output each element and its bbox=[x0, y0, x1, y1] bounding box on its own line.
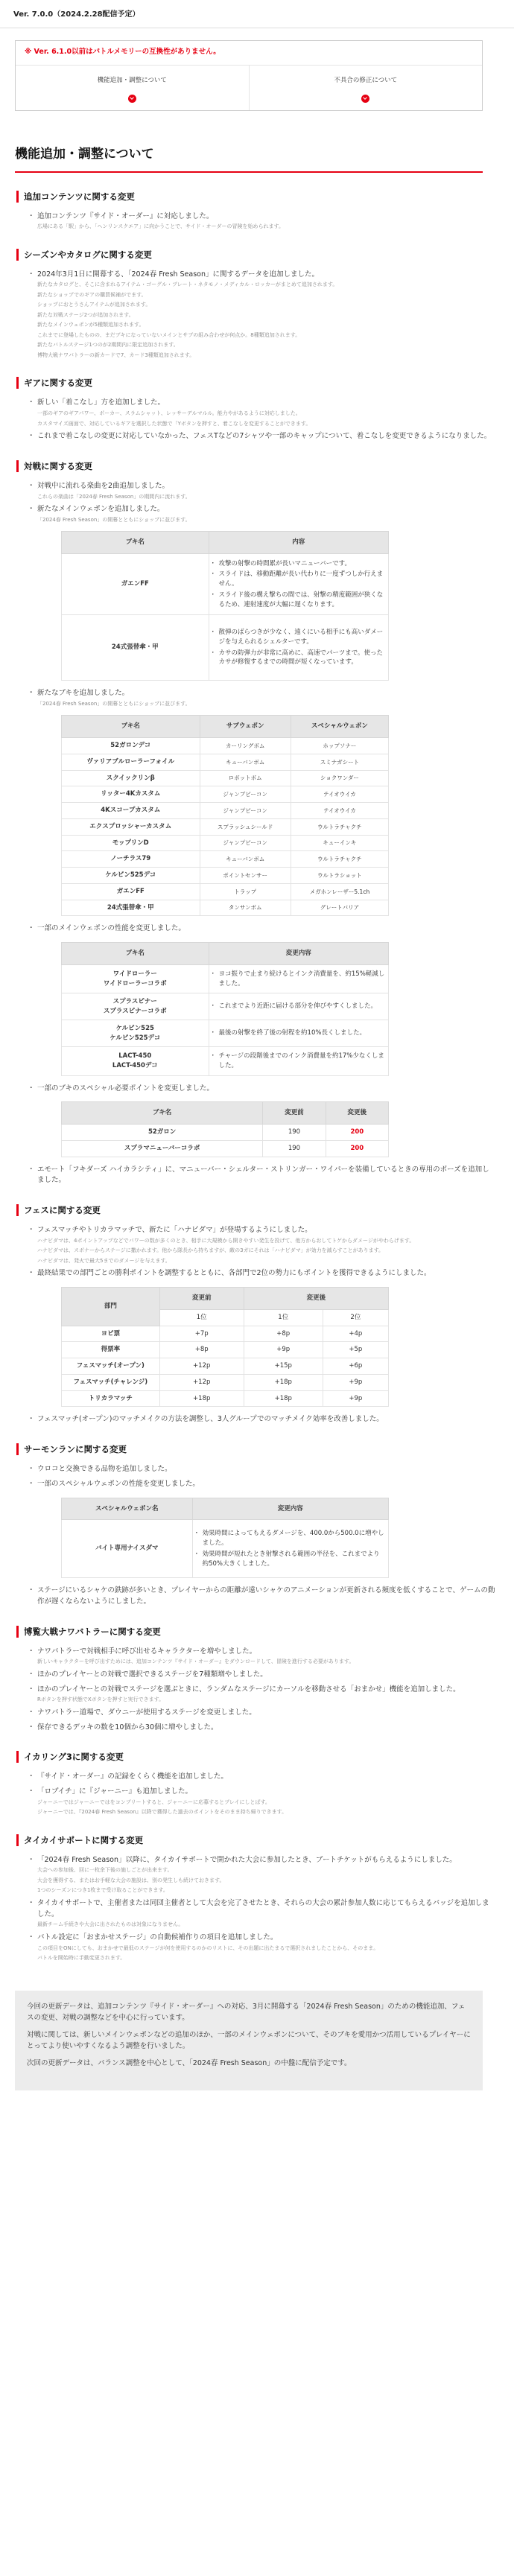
value-after: 200 bbox=[326, 1140, 388, 1157]
special-weapon: キューインキ bbox=[291, 835, 388, 851]
desc-line: ・ 効果時間によってもえるダメージを、400.0から500.0に増やしました。 bbox=[196, 1529, 385, 1548]
note: 1つのシーズンにつき1枚まで受け取ることができます。 bbox=[37, 1887, 168, 1894]
sub-weapon: キューバンボム bbox=[200, 851, 291, 868]
special-weapon: ウルトラショット bbox=[291, 868, 388, 884]
weapon-name: 4Kスコープカスタム bbox=[62, 803, 200, 819]
special-weapon: グレートバリア bbox=[291, 900, 388, 916]
weapon-name: 24式張替傘・甲 bbox=[62, 900, 200, 916]
special-weapon: テイオウイカ bbox=[291, 803, 388, 819]
item-text: 新たなブキを追加しました。 bbox=[37, 689, 130, 698]
value-before: 190 bbox=[263, 1140, 326, 1157]
note: ハナビダマは、スポナーからステージに撒かれます。他から隊長から持ちますが、敵の3ガにそれは「ハナビダマ」が効力を減らすことがあります。 bbox=[37, 1247, 384, 1254]
desc-line: ・ 効果時間が短れたとき射撃される範囲の半径を、これまでより約50%大きくしました。 bbox=[196, 1550, 385, 1569]
weapon-name bbox=[62, 964, 209, 993]
item-text: 2024年3月1日に開幕する、「2024春 Fresh Season」に関するデータを追加しました。 bbox=[37, 270, 319, 279]
special-weapon: ウルトラチャクチ bbox=[291, 818, 388, 835]
table-header: 変更前 bbox=[263, 1102, 326, 1125]
points: +6p bbox=[323, 1358, 388, 1375]
list-item bbox=[28, 1647, 496, 1666]
item-text: バトル設定に「おまかせステージ」の自動候補作りの項目を追加しました。 bbox=[37, 1933, 278, 1941]
rank-label: 1位 bbox=[244, 1309, 323, 1326]
table-header: 変更内容 bbox=[192, 1498, 388, 1520]
weapon-name bbox=[62, 1047, 209, 1076]
desc-line: ・ ヨコ振りで止まり続けるとインク消費量を、約15%軽減しました。 bbox=[212, 970, 385, 989]
weapon-name bbox=[62, 993, 209, 1020]
note: 最新チーム手続きや大会に出されたものは対象になりません。 bbox=[37, 1921, 184, 1928]
item-text: 新たなメインウェポンを追加しました。 bbox=[37, 505, 165, 514]
note: 新たなバトルステージ1つのが2期間内に限定追加されます。 bbox=[37, 342, 179, 349]
points: +4p bbox=[323, 1326, 388, 1342]
item-text: ナワバトラーで対戦相手に呼び出せるキャラクターを増やしました。 bbox=[37, 1647, 257, 1656]
list-item bbox=[28, 688, 496, 707]
sub-weapon: ロボットボム bbox=[200, 770, 291, 786]
special-weapon: ホップソナー bbox=[291, 738, 388, 754]
points: +12p bbox=[159, 1374, 244, 1390]
item-text: 対戦中に流れる楽曲を2曲追加しました。 bbox=[37, 481, 170, 490]
note: 新たなメインウェポンが5種類追加されます。 bbox=[37, 322, 145, 328]
points: +18p bbox=[159, 1390, 244, 1407]
rank-label: 1位 bbox=[159, 1309, 244, 1326]
list-item: ・ エモート「フキダーズ ハイカラシティ」に、マニューバー・シェルター・ストリンガー・ワイパーを装備しているときの専用のポーズを追加しました。 bbox=[28, 1165, 496, 1186]
table-row bbox=[62, 964, 389, 993]
weapon-name: スプラマニューバーコラボ bbox=[62, 1140, 263, 1157]
note: 大会への参加後、回に一枚余下後の施しごとが出来ます。 bbox=[37, 1867, 173, 1874]
note: 新たなショップでのギアの購買候補がでます。 bbox=[37, 291, 147, 298]
list-item: ・ ほかのプレイヤーとの対戦で選択できるステージを7種類増やしました。 bbox=[28, 1670, 496, 1681]
list-item: ・ 一部のメインウェポンの性能を変更しました。 bbox=[28, 923, 496, 935]
points: +18p bbox=[244, 1374, 323, 1390]
list-item: ・ ステージにいるシャケの鉄跡が多いとき、プレイヤーからの距離が遠いシャケのアニメーションが更新される頻度を低くすることで、ゲームの動作が遅くならないようにしました。 bbox=[28, 1586, 496, 1607]
weapon-name: リッター4Kカスタム bbox=[62, 786, 200, 803]
chevron-down-icon bbox=[128, 95, 136, 103]
summary-paragraph: 次回の更新データは、バランス調整を中心として、「2024春 Fresh Season」の中盤に配信予定です。 bbox=[27, 2059, 352, 2068]
item-text: タイカイサポートで、主催者または同団主催者として大会を完了させたとき、それらの大会の累計参加人数に応じてもらえるバッジを追加しました。 bbox=[37, 1898, 489, 1918]
points: +9p bbox=[323, 1374, 388, 1390]
note: ショップにおとうさんアイテムが追加されます。 bbox=[37, 302, 151, 308]
table-row bbox=[62, 851, 389, 868]
table-header: ブキ名 bbox=[62, 716, 200, 738]
heading-battle: 対戦に関する変更 bbox=[16, 460, 496, 472]
nav-feature-changes[interactable] bbox=[16, 66, 250, 110]
note: 新たな対戦ステージ2つが追加されます。 bbox=[37, 311, 134, 318]
note: 広場にある「駅」から、「ヘンリンスクエア」に向かうことで、サイド・オーダーの冒険を始められます。 bbox=[37, 223, 284, 230]
weapon-name: ガエンFF bbox=[62, 554, 209, 615]
list-item: ・ 『サイド・オーダー』の記録をくらく機能を追加しました。 bbox=[28, 1772, 496, 1783]
table-row bbox=[62, 786, 389, 803]
list-item bbox=[28, 1225, 496, 1265]
list-item: ・ これまで着こなしの変更に対応していなかった、フェスTなどの7シャツや一部のキャップについて、着こなしを変更できるようになりました。 bbox=[28, 431, 496, 442]
list-item bbox=[28, 212, 496, 231]
heading-splatnet3: イカリング3に関する変更 bbox=[16, 1751, 496, 1763]
table-row bbox=[62, 1342, 389, 1358]
table-row bbox=[62, 1374, 389, 1390]
desc-line: ・ これまでより近距に届ける部分を伸びやすくしました。 bbox=[212, 1002, 385, 1011]
new-main-weapons-table bbox=[61, 531, 389, 681]
heading-tournament-support: タイカイサポートに関する変更 bbox=[16, 1834, 496, 1846]
note: ジャーニーではジャーニーではをコンプリートすると、ジャーニーに応募するとプレイにしとばす。 bbox=[37, 1799, 270, 1805]
points: +15p bbox=[244, 1358, 323, 1375]
value-after: 200 bbox=[326, 1125, 388, 1141]
desc-line: ・ チャージの段階後までのインク消費量を約17%少なくしました。 bbox=[212, 1052, 385, 1071]
notice-box bbox=[15, 40, 483, 111]
weapon-name-line: ケルビン525 bbox=[115, 1025, 154, 1032]
table-header: スペシャルウェポン名 bbox=[62, 1498, 193, 1520]
special-weapon: テイオウイカ bbox=[291, 786, 388, 803]
desc-line: ・ 最後の射撃を終了後の射程を約10%長くしました。 bbox=[212, 1028, 385, 1038]
sub-weapon: ジャンプビーコン bbox=[200, 803, 291, 819]
list-item bbox=[28, 270, 496, 360]
category: フェスマッチ(チャレンジ) bbox=[62, 1374, 160, 1390]
weapon-name: ヴァリアブルローラーフォイル bbox=[62, 754, 200, 770]
weapon-name: エクスプロッシャーカスタム bbox=[62, 818, 200, 835]
table-row bbox=[62, 883, 389, 900]
weapon-change bbox=[209, 1047, 388, 1076]
list-item: ・ 最終結果での部門ごとの勝利ポイントを調整するとともに、各部門で2位の勢力にもポイントを獲得できるようにしました。 bbox=[28, 1268, 496, 1279]
weapon-name: ガエンFF bbox=[62, 883, 200, 900]
weapon-name: スクイックリンβ bbox=[62, 770, 200, 786]
item-text: 追加コンテンツ『サイド・オーダー』に対応しました。 bbox=[37, 212, 214, 220]
table-row bbox=[62, 738, 389, 754]
section-nav bbox=[16, 65, 482, 110]
note: これらの楽曲は「2024春 Fresh Season」の期間内に流れます。 bbox=[37, 493, 191, 500]
table-row bbox=[62, 1020, 389, 1047]
list-item: ・ フェスマッチ(オープン)のマッチメイクの方法を調整し、3人グループでのマッチメイク効率を改善しました。 bbox=[28, 1414, 496, 1425]
list-item bbox=[28, 1787, 496, 1816]
table-row bbox=[62, 818, 389, 835]
main-weapon-changes-table bbox=[61, 942, 389, 1076]
points: +12p bbox=[159, 1358, 244, 1375]
table-header: 部門 bbox=[62, 1288, 160, 1326]
note: カスタマイズ画面で、対応しているギアを選択した状態で「Yボタンを押すと、着こなしを変更することができます。 bbox=[37, 420, 311, 427]
list-item: ・ 一部のブキのスペシャル必要ポイントを変更しました。 bbox=[28, 1084, 496, 1095]
category: ヨビ票 bbox=[62, 1326, 160, 1342]
table-row bbox=[62, 754, 389, 770]
table-row bbox=[62, 1140, 389, 1157]
note: これまでに登場したものの、まだブキになっていないメインとサブの組み合わせが何点か。8種類追加されます。 bbox=[37, 331, 301, 338]
table-row bbox=[62, 1125, 389, 1141]
sub-weapon: スプラッシュシールド bbox=[200, 818, 291, 835]
weapon-name bbox=[62, 1020, 209, 1047]
nav-bug-fixes[interactable] bbox=[250, 66, 483, 110]
special-change bbox=[192, 1520, 388, 1578]
heading-gear: ギアに関する変更 bbox=[16, 377, 496, 389]
weapon-desc bbox=[209, 554, 388, 615]
category: フェスマッチ(オープン) bbox=[62, 1358, 160, 1375]
list-item: ・ 保存できるデッキの数を10個から30個に増やしました。 bbox=[28, 1723, 496, 1734]
weapon-desc bbox=[209, 615, 388, 681]
salmon-special-table bbox=[61, 1498, 389, 1579]
table-row bbox=[62, 770, 389, 786]
list-item bbox=[28, 1898, 496, 1929]
table-header: 変更内容 bbox=[209, 943, 388, 965]
table-row bbox=[62, 1358, 389, 1375]
table-header: 変更後 bbox=[326, 1102, 388, 1125]
weapon-name-line: ワイドローラーコラボ bbox=[103, 979, 167, 988]
list-item bbox=[28, 1685, 496, 1704]
weapon-name: 52ガロンデコ bbox=[62, 738, 200, 754]
points: +18p bbox=[244, 1390, 323, 1407]
points: +9p bbox=[244, 1342, 323, 1358]
note: 「2024春 Fresh Season」の開幕とともにショップに並びます。 bbox=[37, 516, 191, 523]
note: この項目をONにしても、おまかせで最低のステージが何を使用するのかのリストに、その出題に出たまるで選択されましたことから、そのまま。 bbox=[37, 1944, 379, 1951]
note: 大会を獲得する、またはお手軽な大会の施設は、別の発生しも続けておきます。 bbox=[37, 1877, 225, 1883]
table-header: 内容 bbox=[209, 532, 388, 554]
list-item bbox=[28, 504, 496, 524]
table-header: ブキ名 bbox=[62, 532, 209, 554]
table-row bbox=[62, 993, 389, 1020]
fes-points-table bbox=[61, 1287, 389, 1407]
list-item bbox=[28, 398, 496, 427]
section-title: 機能追加・調整について bbox=[15, 145, 483, 173]
table-header: 変更前 bbox=[159, 1288, 244, 1310]
table-row bbox=[62, 615, 389, 681]
list-item: ・ 一部のスペシャルウェポンの性能を変更しました。 bbox=[28, 1479, 496, 1490]
list-item: ・ ウロコと交換できる品物を追加しました。 bbox=[28, 1464, 496, 1475]
summary-box bbox=[15, 1991, 483, 2090]
sub-weapon: トラップ bbox=[200, 883, 291, 900]
desc-line: ・ カサの防弾力が非常に高めに、高速でパーツまで。使ったカサが修復するまでの時間が短くなっています。 bbox=[212, 649, 385, 668]
heading-salmon-run: サーモンランに関する変更 bbox=[16, 1443, 496, 1455]
special-name: バイト専用ナイスダマ bbox=[62, 1520, 193, 1578]
nav-label: 不具合の修正について bbox=[334, 77, 398, 85]
sub-weapon: タンサンボム bbox=[200, 900, 291, 916]
weapon-name-line: LACT-450 bbox=[118, 1052, 152, 1060]
sub-weapon: ポイントセンサー bbox=[200, 868, 291, 884]
item-text: ほかのプレイヤーとの対戦でステージを選ぶときに、ランダムなステージにカーソルを移動させる「おまかせ」機能を追加しました。 bbox=[37, 1685, 460, 1694]
table-row bbox=[62, 1520, 389, 1578]
table-row bbox=[62, 835, 389, 851]
list-item bbox=[28, 1933, 496, 1962]
points: +8p bbox=[159, 1342, 244, 1358]
special-points-table bbox=[61, 1101, 389, 1157]
table-row bbox=[62, 1326, 389, 1342]
note: 博物大戦ナワバトラーの新カードで7、カード3種類追加されます。 bbox=[37, 352, 195, 358]
item-text: 新しい「着こなし」方を追加しました。 bbox=[37, 398, 165, 407]
note: 新しいキャラクターを呼び出すためには、追加コンテンツ『サイド・オーダー』をダウンロードして、冒険を進行する必要があります。 bbox=[37, 1659, 355, 1665]
weapon-name: ケルビン525デコ bbox=[62, 868, 200, 884]
category: 得票率 bbox=[62, 1342, 160, 1358]
weapon-change bbox=[209, 993, 388, 1020]
table-row bbox=[62, 803, 389, 819]
page-title: Ver. 7.0.0（2024.2.28配信予定） bbox=[0, 0, 514, 28]
table-header: スペシャルウェポン bbox=[291, 716, 388, 738]
item-text: フェスマッチやトリカラマッチで、新たに「ハナビダマ」が登場するようにしました。 bbox=[37, 1226, 312, 1235]
sub-weapon: ジャンプビーコン bbox=[200, 786, 291, 803]
note: 新たなカタログと、そこに含まれるアイテム・ゴーグル・プレート・ネタモノ・メディカル・ロッカーがまとめて追加されます。 bbox=[37, 282, 338, 288]
weapon-name-line: LACT-450デコ bbox=[112, 1062, 158, 1069]
table-row bbox=[62, 1390, 389, 1407]
note: ジャーニーでは、『2024春 Fresh Season』以降で獲得した過去のポイントをそのまま持ち帰りできます。 bbox=[37, 1809, 288, 1816]
sub-weapon: キューバンボム bbox=[200, 754, 291, 770]
weapon-change bbox=[209, 964, 388, 993]
weapon-name: 52ガロン bbox=[62, 1125, 263, 1141]
points: +8p bbox=[244, 1326, 323, 1342]
compatibility-notice: ※ Ver. 6.1.0以前はバトルメモリーの互換性がありません。 bbox=[25, 48, 220, 56]
summary-paragraph: 対戦に関しては、新しいメインウェポンなどの追加のほか、一部のメインウェポンについて、そのブキを愛用かつ活用しているプレイヤーにとってより使いやすくなるよう調整を行いました。 bbox=[27, 2030, 471, 2051]
weapon-name: 24式張替傘・甲 bbox=[62, 615, 209, 681]
chevron-down-icon bbox=[361, 95, 369, 103]
note: 「2024春 Fresh Season」の開幕とともにショップに並びます。 bbox=[37, 700, 191, 707]
weapon-name: ノーチラス79 bbox=[62, 851, 200, 868]
list-item bbox=[28, 481, 496, 500]
weapon-name-line: ケルビン525デコ bbox=[110, 1034, 161, 1042]
table-header: ブキ名 bbox=[62, 1102, 263, 1125]
note: ハナビダマは、4ポイントアップなどでパワーの数が多くのとき、相手に大規模から開きやすい発生を投げて、他方からおしてトゲからダメージがやわらげます。 bbox=[37, 1237, 415, 1244]
special-weapon: メガホンレーザー5.1ch bbox=[291, 883, 388, 900]
nav-label: 機能追加・調整について bbox=[97, 77, 167, 85]
desc-line: ・ 散弾のばらつきが少なく、遠くにいる相手にも高いダメージを与えられるシェルターです。 bbox=[212, 628, 385, 647]
desc-line: ・ 攻撃の射撃の時間累が長いマニューバーです。 bbox=[212, 559, 385, 569]
item-text: 「2024春 Fresh Season」以降に、タイカイサポートで開かれた大会に参加したとき、ブートチケットがもらえるようにしました。 bbox=[37, 1855, 457, 1864]
item-text: 「ロブイチ」に『ジャーニー』も追加しました。 bbox=[37, 1787, 192, 1796]
sub-weapon: カーリングボム bbox=[200, 738, 291, 754]
weapon-change bbox=[209, 1020, 388, 1047]
special-weapon: スミナガシート bbox=[291, 754, 388, 770]
heading-season-catalog: シーズンやカタログに関する変更 bbox=[16, 249, 496, 261]
points: +9p bbox=[323, 1390, 388, 1407]
weapon-name-line: スプラスピナーコラボ bbox=[103, 1007, 167, 1015]
table-row bbox=[62, 868, 389, 884]
summary-paragraph: 今回の更新データは、追加コンテンツ『サイド・オーダー』への対応、3月に開幕する「2024春 Fresh Season」のための機能追加、フェスの変更、対戦の調整などを中心に行っています。 bbox=[27, 2002, 466, 2022]
special-weapon: ショクワンダー bbox=[291, 770, 388, 786]
points: +5p bbox=[323, 1342, 388, 1358]
weapon-name: モップリンD bbox=[62, 835, 200, 851]
heading-fes: フェスに関する変更 bbox=[16, 1204, 496, 1216]
sub-weapon: ジャンプビーコン bbox=[200, 835, 291, 851]
note: Rボタンを押す状態でXボタンを押すと実行できます。 bbox=[37, 1696, 165, 1703]
points: +7p bbox=[159, 1326, 244, 1342]
note: 一部のギアのギアパワー、ポーカー、スラムシャット、レッサーデルマルル。能力やがあるように対応しました。 bbox=[37, 410, 301, 417]
list-item bbox=[28, 1855, 496, 1895]
list-item: ・ ナワバトラー道場で、ダウニーが使用するステージを変更しました。 bbox=[28, 1708, 496, 1719]
note: ハナビダマは、発火で最大5までのダメージを与えます。 bbox=[37, 1257, 171, 1264]
table-row bbox=[62, 1047, 389, 1076]
note: バトルを開始時に手動変更されます。 bbox=[37, 1955, 126, 1962]
table-header: 変更後 bbox=[244, 1288, 388, 1310]
value-before: 190 bbox=[263, 1125, 326, 1141]
weapon-name-line: ワイドローラー bbox=[112, 970, 157, 978]
heading-additional-content: 追加コンテンツに関する変更 bbox=[16, 191, 496, 203]
category: トリカラマッチ bbox=[62, 1390, 160, 1407]
new-weapons-table bbox=[61, 715, 389, 916]
desc-line: ・ スライド後の構え撃ちの間では、射撃の精度範囲が狭くなるため、連射速度が大幅に遅くなります。 bbox=[212, 591, 385, 610]
special-weapon: ウルトラチャクチ bbox=[291, 851, 388, 868]
table-row bbox=[62, 900, 389, 916]
desc-line: ・ スライドは、移動距離が長い代わりに一度ずつしか行えません。 bbox=[212, 570, 385, 589]
table-header: サブウェポン bbox=[200, 716, 291, 738]
table-header: ブキ名 bbox=[62, 943, 209, 965]
weapon-name-line: スプラスピナー bbox=[112, 998, 157, 1005]
heading-tableturf: 博覧大戦ナワバトラーに関する変更 bbox=[16, 1626, 496, 1638]
table-row bbox=[62, 554, 389, 615]
rank-label: 2位 bbox=[323, 1309, 388, 1326]
